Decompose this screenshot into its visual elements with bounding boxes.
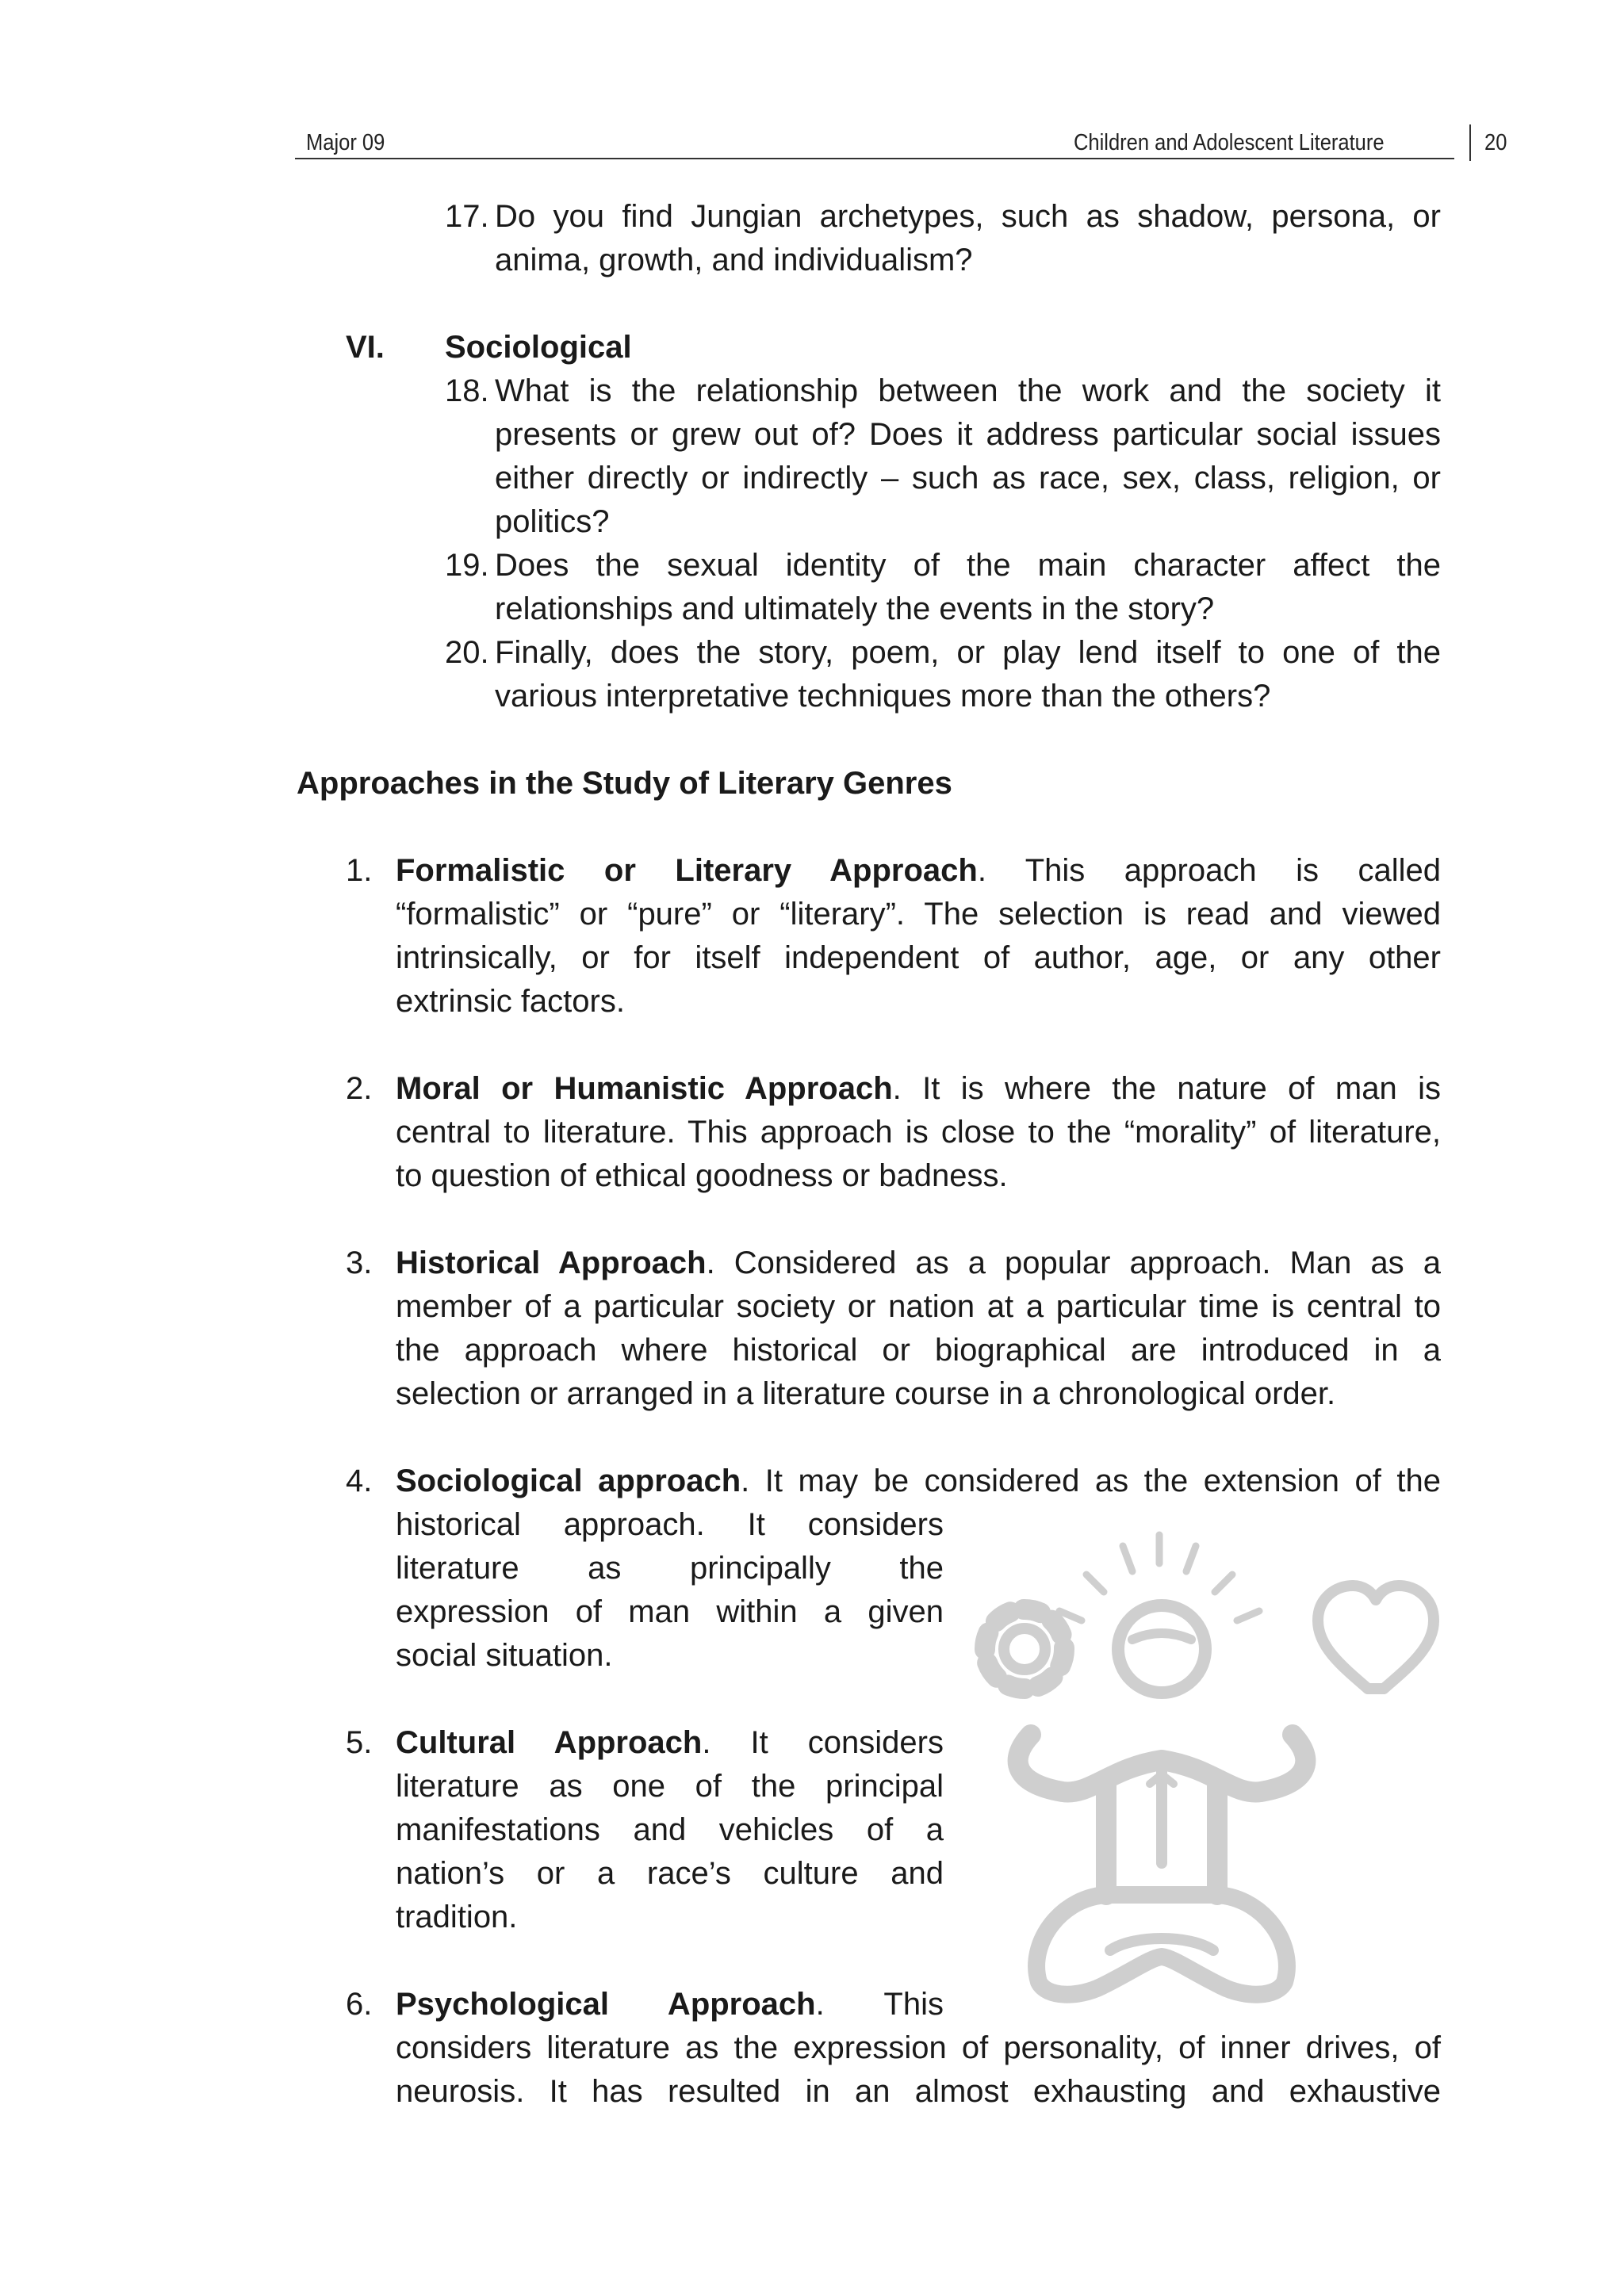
section-number: VI.	[346, 330, 385, 365]
question-text-line: What is the relationship between the work and the society it	[495, 373, 1441, 408]
list-item-line: literature as principally the	[396, 1551, 944, 1586]
list-item-line: intrinsically, or for itself independent of author, age, or any other	[396, 940, 1441, 975]
list-item-line: manifestations and vehicles of a	[396, 1812, 944, 1847]
question-number: 20.	[445, 635, 489, 670]
approach-title: Sociological approach	[396, 1464, 741, 1498]
question-text-line: various interpretative techniques more than the others?	[495, 679, 1271, 714]
heart-icon	[1318, 1586, 1434, 1689]
approach-title: Moral or Humanistic Approach	[396, 1071, 893, 1106]
list-item-line: historical approach. It considers	[396, 1507, 944, 1542]
header-course-code: Major 09	[306, 130, 385, 155]
question-text-line: Do you find Jungian archetypes, such as shadow, persona, or	[495, 199, 1441, 234]
approach-title: Historical Approach	[396, 1246, 707, 1280]
list-item-first-line	[396, 1983, 944, 2026]
question-number: 19.	[445, 548, 489, 583]
approach-text: . It considers	[702, 1725, 944, 1760]
list-number: 5.	[346, 1725, 373, 1760]
list-item-line: considers literature as the expression of personality, of inner drives, of	[396, 2030, 1441, 2065]
question-text-line: either directly or indirectly – such as race, sex, class, religion, or	[495, 461, 1441, 496]
list-number: 6.	[346, 1987, 373, 2022]
list-number: 1.	[346, 853, 373, 888]
meditation-illustration	[952, 1522, 1459, 2014]
list-item-first-line	[396, 1460, 1441, 1503]
question-text-line: anima, growth, and individualism?	[495, 243, 973, 277]
section-title: Sociological	[445, 330, 632, 365]
approach-text: . Considered as a popular approach. Man as a	[706, 1246, 1442, 1280]
list-item-line: the approach where historical or biographical are introduced in a	[396, 1333, 1441, 1368]
approach-text: . It may be considered as the extension of the	[741, 1464, 1441, 1498]
list-item-line: extrinsic factors.	[396, 984, 625, 1019]
list-number: 4.	[346, 1464, 373, 1498]
approach-text: . This	[815, 1987, 944, 2022]
approach-title: Formalistic or Literary Approach	[396, 853, 978, 888]
section-heading: Approaches in the Study of Literary Genres	[297, 766, 952, 801]
list-item-line: neurosis. It has resulted in an almost exhausting and exhaustive	[396, 2074, 1441, 2109]
list-item-first-line	[396, 1242, 1441, 1285]
gear-icon	[985, 1608, 1077, 1689]
list-item-line: to question of ethical goodness or badness.	[396, 1158, 1008, 1193]
question-number: 17.	[445, 199, 489, 234]
list-number: 2.	[346, 1071, 373, 1106]
list-item-line: selection or arranged in a literature course in a chronological order.	[396, 1376, 1336, 1411]
list-item-first-line	[396, 1721, 944, 1765]
question-text-line: presents or grew out of? Does it address particular social issues	[495, 417, 1441, 452]
list-item-line: social situation.	[396, 1638, 613, 1673]
list-item-line: tradition.	[396, 1900, 518, 1934]
list-number: 3.	[346, 1246, 373, 1280]
page-number: 20	[1484, 130, 1507, 155]
question-text-line: politics?	[495, 504, 610, 539]
list-item-line: member of a particular society or nation at a particular time is central to	[396, 1289, 1441, 1324]
approach-text: . It is where the nature of man is	[892, 1071, 1441, 1106]
header-rule	[295, 158, 1454, 159]
header-divider	[1469, 124, 1471, 161]
list-item-first-line	[396, 1067, 1441, 1111]
approach-title: Cultural Approach	[396, 1725, 703, 1760]
list-item-first-line	[396, 849, 1441, 893]
list-item-line: central to literature. This approach is close to the “morality” of literature,	[396, 1115, 1441, 1150]
list-item-line: nation’s or a race’s culture and	[396, 1856, 944, 1891]
question-text-line: relationships and ultimately the events in the story?	[495, 591, 1215, 626]
list-item-line: “formalistic” or “pure” or “literary”. The selection is read and viewed	[396, 897, 1441, 932]
header-course-title: Children and Adolescent Literature	[1074, 130, 1385, 155]
question-number: 18.	[445, 373, 489, 408]
list-item-line: expression of man within a given	[396, 1594, 944, 1629]
question-text-line: Does the sexual identity of the main character affect the	[495, 548, 1441, 583]
approach-text: . This approach is called	[977, 853, 1442, 888]
approach-title: Psychological Approach	[396, 1987, 816, 2022]
question-text-line: Finally, does the story, poem, or play lend itself to one of the	[495, 635, 1441, 670]
list-item-line: literature as one of the principal	[396, 1769, 944, 1804]
